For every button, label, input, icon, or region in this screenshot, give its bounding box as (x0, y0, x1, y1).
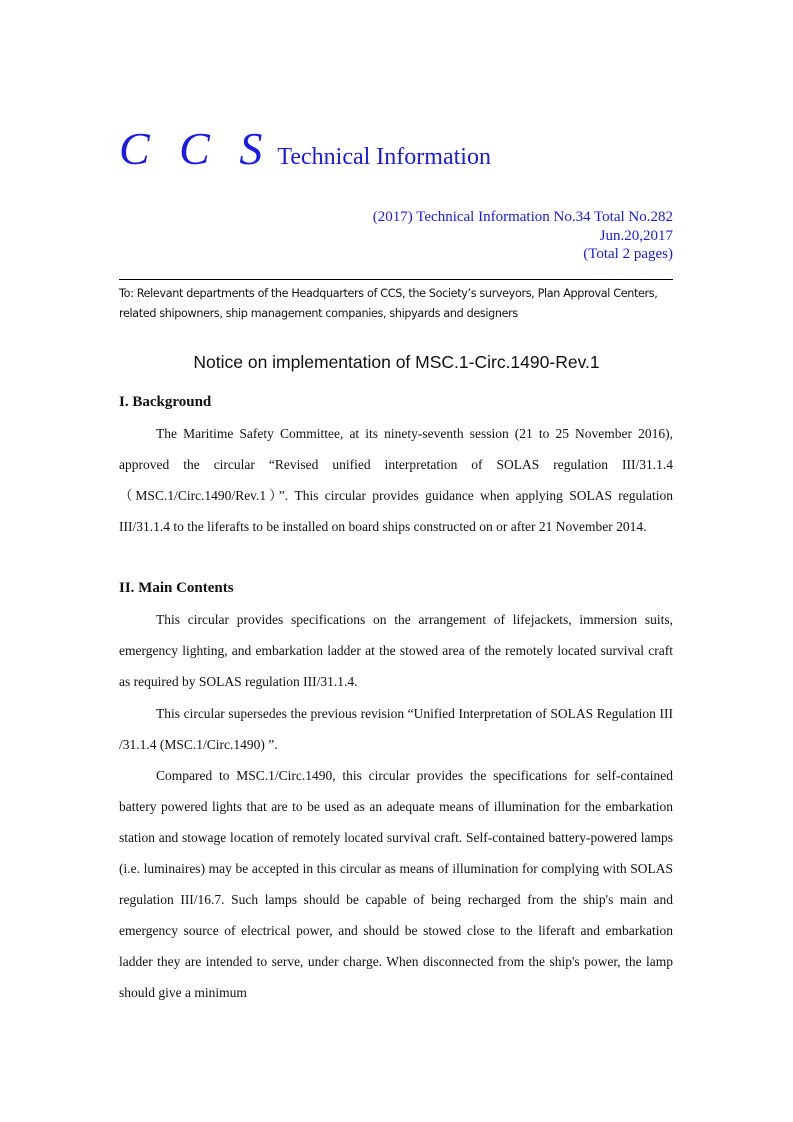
brand-subtitle: Technical Information (277, 144, 491, 170)
section-heading-background: I. Background (119, 394, 212, 410)
background-paragraph: The Maritime Safety Committee, at its ninety-seventh session (21 to 25 November 2016), approved the circular “Revised unified interpretation of SOLAS regulation III/31.1.4 （MSC.1/Circ.1490/Rev.1）”. This circular provides guidance when applying SOLAS regulation III/31.1.4 to the liferafts to be installed on board ships constructed on or after 21 November 2014. (119, 426, 673, 534)
header-divider (119, 279, 673, 280)
main-contents-paragraph-1: This circular provides specifications on the arrangement of lifejackets, immersion suits, emergency lighting, and embarkation ladder at the stowed area of the remotely located survival craft as required by SOLAS regulation III/31.1.4. (119, 612, 673, 689)
brand-header (119, 122, 491, 175)
ccs-logo-text: C C S (119, 123, 272, 174)
main-contents-paragraph-2: This circular supersedes the previous revision “Unified Interpretation of SOLAS Regulation III /31.1.4 (MSC.1/Circ.1490) ”. (119, 706, 673, 752)
notice-title: Notice on implementation of MSC.1-Circ.1490-Rev.1 (193, 352, 600, 372)
issue-number: (2017) Technical Information No.34 Total No.282 (372, 209, 673, 225)
page-count: (Total 2 pages) (583, 246, 673, 262)
recipients: To: Relevant departments of the Headquarters of CCS, the Society’s surveyors, Plan Approval Centers, related shipowners, ship management companies, shipyards and designers (119, 287, 658, 320)
section-heading-main-contents: II. Main Contents (119, 580, 234, 596)
main-contents-paragraph-3: Compared to MSC.1/Circ.1490, this circular provides the specifications for self-contained battery powered lights that are to be used as an adequate means of illumination for the embarkation station and stowage location of remotely located survival craft. Self-contained battery-powered lamps (i.e. luminaires) may be accepted in this circular as means of illumination for complying with SOLAS regulation III/16.7. Such lamps should be capable of being recharged from the ship's main and emergency source of electrical power, and should be stowed close to the liferaft and embarkation ladder they are intended to serve, under charge. When disconnected from the ship's power, the lamp should give a minimum (119, 768, 673, 1000)
issue-date: Jun.20,2017 (599, 227, 673, 244)
issue-info (373, 208, 673, 264)
